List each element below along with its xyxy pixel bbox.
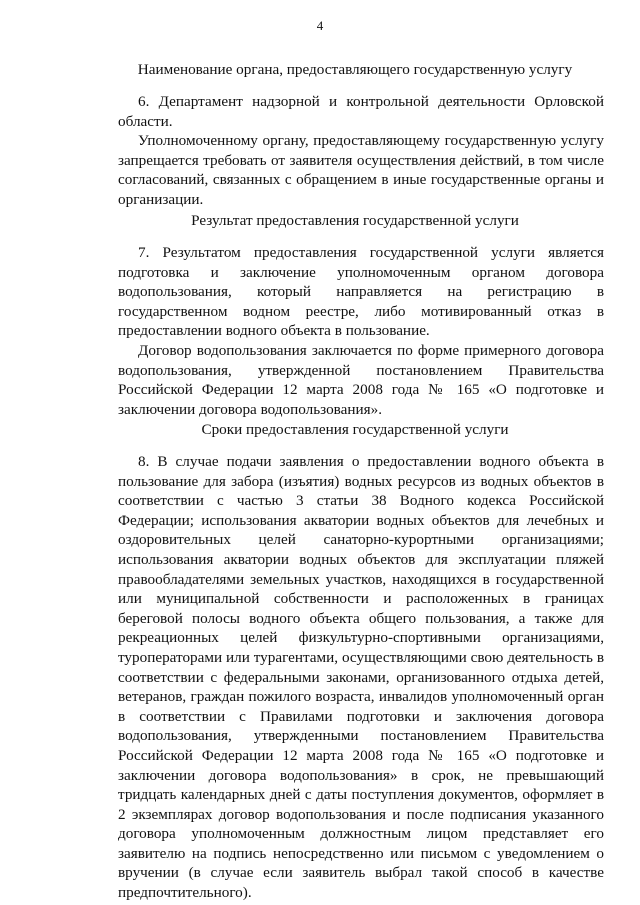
paragraph: 6. Департамент надзорной и контрольной деятельности Орловской области. xyxy=(118,93,604,130)
section-heading-result: Результат предоставления государственной услуги xyxy=(191,212,519,229)
section-body-result xyxy=(118,243,604,419)
section-body-authority xyxy=(118,92,604,210)
paragraph: 7. Результатом предоставления государственной услуги является подготовка и заключение уполномоченным органом договора водопользования, который направляется на регистрацию в государственном водном реестре, либо мотивированный отказ в предоставлении водного объекта в пользование. xyxy=(118,244,604,340)
paragraph: 8. В случае подачи заявления о предоставлении водного объекта в пользование для забора (изъятия) водных ресурсов из водных объектов в соответствии с частью 3 статьи 38 Водного кодекса Российской Федерации; использования акватории водных объектов для лечебных и оздоровительных целей санаторно-курортными организациями; использования акватории водных объектов для эксплуатации пляжей правообладателями земельных участков, находящихся в государственной или муниципальной собственности и расположенных в границах береговой полосы водного объекта общего пользования, а также для рекреационных целей физкультурно-спортивными организациями, туроператорами или турагентами, осуществляющими свою деятельность в соответствии с федеральными законами, организованного отдыха детей, ветеранов, граждан пожилого возраста, инвалидов уполномоченный орган в соответствии с Правилами подготовки и заключения договора водопользования, утвержденными постановлением Правительства Российской Федерации 12 марта 2008 года № 165 «О подготовке и заключении договора водопользования» в срок, не превышающий тридцать календарных дней с даты поступления документов, оформляет в 2 экземплярах договор водопользования и после подписания указанного договора уполномоченным должностным лицом представляет его заявителю на подпись непосредственно или письмом с уведомлением о вручении (в случае если заявитель выбрал такой способ в качестве предпочтительного). xyxy=(118,453,604,902)
section-heading-terms: Сроки предоставления государственной услуги xyxy=(201,421,509,438)
paragraph: Уполномоченному органу, предоставляющему государственную услугу запрещается требовать от заявителя осуществления действий, в том числе согласований, связанных с обращением в иные государственные органы и организации. xyxy=(118,132,604,208)
page-number: 4 xyxy=(316,18,324,33)
paragraph: Договор водопользования заключается по форме примерного договора водопользования, утвержденной постановлением Правительства Российской Федерации 12 марта 2008 года № 165 «О подготовке и заключении договора водопользования». xyxy=(118,341,604,418)
section-body-terms xyxy=(118,452,604,903)
section-heading-authority: Наименование органа, предоставляющего государственную услугу xyxy=(137,61,573,78)
